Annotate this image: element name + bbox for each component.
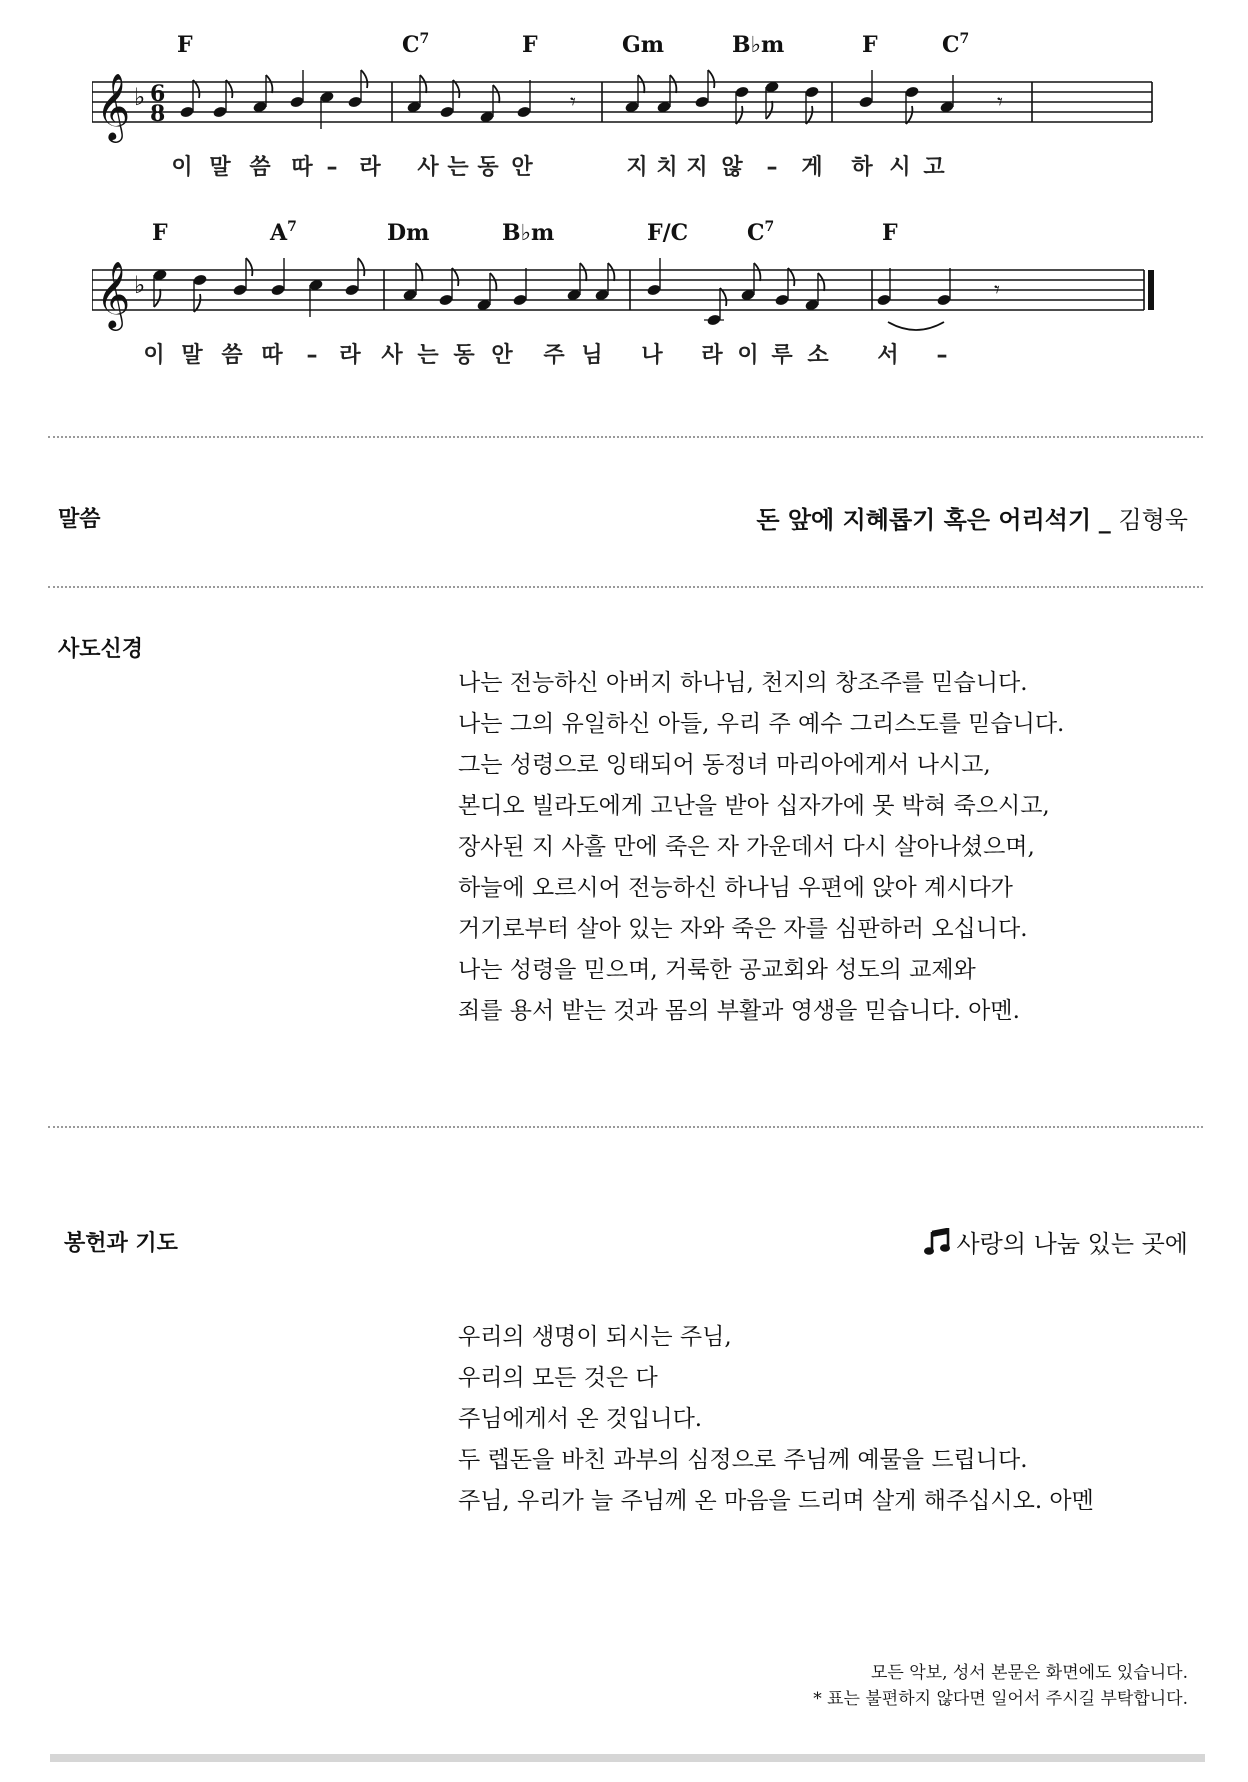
lyric-syllable: 씀	[249, 155, 271, 180]
lyric-syllable: –	[306, 343, 318, 368]
chord-symbol: F	[862, 32, 878, 58]
note-flag	[493, 85, 499, 103]
creed-line: 장사된 지 사흘 만에 죽은 자 가운데서 다시 살아나셨으며,	[458, 834, 1035, 860]
footer-notes	[813, 1660, 1188, 1712]
lyric-syllable: 동	[453, 343, 475, 368]
note-flag	[246, 258, 252, 276]
note-flag	[670, 75, 676, 93]
chord-symbol: F	[177, 32, 193, 58]
time-signature-top: 6	[150, 81, 166, 107]
lyric-syllable: 동	[477, 155, 499, 180]
hymn-title: 사랑의 나눔 있는 곳에	[956, 1230, 1188, 1258]
chord-symbol: F	[152, 220, 168, 246]
note-flag	[361, 70, 367, 88]
lyric-syllable: 지	[626, 155, 648, 180]
lyric-syllable: –	[326, 155, 338, 180]
treble-clef-icon: 𝄞	[96, 260, 131, 328]
chord-superscript: 7	[287, 219, 297, 235]
chord-symbol: $C^7$	[942, 31, 970, 58]
note-flag	[580, 263, 586, 281]
note-flag	[720, 288, 726, 306]
note-flag	[766, 101, 772, 119]
prayer-line: 주님에게서 온 것입니다.	[458, 1406, 703, 1432]
lyric-syllable: 따	[291, 155, 313, 180]
sermon-separator: _	[1098, 506, 1111, 534]
lyric-syllable: 하	[851, 155, 873, 180]
music-staff-2	[92, 218, 1172, 393]
offering-prayer	[458, 1317, 1218, 1522]
lyric-syllable: 게	[801, 155, 823, 180]
flat-sign-icon: ♭	[134, 271, 146, 299]
final-bar-line	[1148, 270, 1154, 310]
note-flag	[358, 258, 364, 276]
lyric-syllable: 이	[171, 155, 193, 180]
eighth-rest-icon: 𝄾	[994, 278, 1000, 303]
note-flag	[194, 294, 200, 312]
chord-symbol: B♭m	[732, 32, 785, 58]
score-line-1	[92, 30, 1172, 205]
chord-symbol: $A^7$	[270, 219, 297, 246]
music-note-icon	[924, 1228, 950, 1256]
preacher-name: 김형욱	[1118, 506, 1188, 534]
chord-superscript: 7	[419, 31, 430, 47]
footer-note: 모든 악보, 성서 본문은 화면에도 있습니다.	[870, 1663, 1188, 1683]
flat-sign-icon: ♭	[134, 83, 146, 111]
lyric-syllable: 님	[581, 343, 603, 368]
creed-line: 그는 성령으로 잉태되어 동정녀 마리아에게서 나시고,	[458, 752, 991, 778]
lyric-syllable: 이	[737, 343, 759, 368]
lyric-syllable: 루	[771, 343, 793, 368]
lyric-syllable: 고	[923, 155, 945, 180]
lyric-syllable: 사	[381, 343, 403, 368]
lyric-syllable: 않	[721, 155, 743, 180]
lyric-syllable: 치	[656, 155, 678, 180]
divider	[48, 436, 1203, 438]
footer-note: * 표는 불편하지 않다면 일어서 주시길 부탁합니다.	[813, 1689, 1188, 1709]
divider	[48, 1126, 1203, 1128]
chord-superscript: 7	[764, 219, 775, 235]
lyric-syllable: 라	[701, 343, 723, 368]
lyric-syllable: 안	[491, 343, 513, 368]
lyric-syllable: 말	[181, 343, 203, 368]
creed-text	[458, 663, 1218, 1032]
lyric-syllable: 말	[209, 155, 231, 180]
lyric-syllable: 라	[359, 155, 381, 180]
creed-line: 하늘에 오르시어 전능하신 하나님 우편에 앉아 계시다가	[458, 875, 1013, 901]
lyric-syllable: 사	[417, 155, 439, 180]
creed-line: 나는 성령을 믿으며, 거룩한 공교회와 성도의 교제와	[458, 957, 976, 983]
note-flag	[818, 273, 824, 291]
prayer-line: 우리의 생명이 되시는 주님,	[458, 1324, 732, 1350]
prayer-line: 주님, 우리가 늘 주님께 온 마음을 드리며 살게 해주십시오. 아멘	[458, 1488, 1094, 1514]
prayer-line: 우리의 모든 것은 다	[458, 1365, 658, 1391]
sermon-title: 돈 앞에 지혜롭기 혹은 어리석기	[756, 506, 1092, 534]
chord-symbol: Dm	[387, 220, 430, 246]
footer-bar	[50, 1754, 1205, 1762]
lyric-syllable: 시	[889, 155, 911, 180]
lyric-syllable: 는	[447, 155, 469, 180]
note-flag	[266, 75, 272, 93]
lyric-syllable: 나	[641, 343, 663, 368]
note-flag	[452, 268, 458, 286]
note-flag	[788, 268, 794, 286]
divider	[48, 586, 1203, 588]
lyric-syllable: 이	[143, 343, 165, 368]
lyric-syllable: 씀	[221, 343, 243, 368]
treble-clef-icon: 𝄞	[96, 72, 131, 140]
chord-symbol: Gm	[622, 32, 665, 58]
lyric-syllable: 라	[339, 343, 361, 368]
creed-line: 본디오 빌라도에게 고난을 받아 십자가에 못 박혀 죽으시고,	[458, 793, 1050, 819]
note-flag	[708, 70, 714, 88]
note-flag	[608, 263, 614, 281]
time-signature-bottom: 8	[150, 101, 166, 127]
section-title-creed: 사도신경	[58, 637, 144, 662]
lyric-syllable: 는	[417, 343, 439, 368]
note-flag	[416, 263, 422, 281]
lyric-syllable: 소	[807, 343, 829, 368]
note-flag	[420, 75, 426, 93]
section-title-word: 말씀	[58, 507, 101, 532]
lyric-syllable: 지	[686, 155, 708, 180]
lyric-syllable: 주	[543, 343, 565, 368]
chord-superscript: 7	[959, 31, 970, 47]
lyric-syllable: 서	[877, 343, 899, 368]
creed-line: 거기로부터 살아 있는 자와 죽은 자를 심판하러 오십니다.	[458, 916, 1028, 942]
section-title-offering: 봉헌과 기도	[64, 1231, 178, 1256]
hymn-info	[924, 1224, 1188, 1259]
note-flag	[638, 75, 644, 93]
chord-symbol: F	[882, 220, 898, 246]
chord-symbol: F	[522, 32, 538, 58]
music-staff-1	[92, 30, 1172, 205]
sermon-info	[756, 500, 1188, 535]
eighth-rest-icon: 𝄾	[570, 90, 576, 115]
lyric-syllable: 따	[261, 343, 283, 368]
creed-line: 죄를 용서 받는 것과 몸의 부활과 영생을 믿습니다. 아멘.	[458, 998, 1020, 1024]
lyric-syllable: –	[936, 343, 948, 368]
eighth-rest-icon: 𝄾	[997, 90, 1003, 115]
chord-symbol: B♭m	[502, 220, 555, 246]
chord-symbol: $C^7$	[747, 219, 775, 246]
note-flag	[154, 289, 160, 307]
lyric-syllable: –	[766, 155, 778, 180]
creed-line: 나는 전능하신 아버지 하나님, 천지의 창조주를 믿습니다.	[458, 670, 1028, 696]
note-flag	[490, 273, 496, 291]
chord-symbol: F/C	[647, 220, 689, 246]
note-flag	[754, 263, 760, 281]
creed-line: 나는 그의 유일하신 아들, 우리 주 예수 그리스도를 믿습니다.	[458, 711, 1065, 737]
chord-symbol: $C^7$	[402, 31, 430, 58]
lyric-syllable: 안	[511, 155, 533, 180]
tie-arc	[888, 322, 944, 330]
prayer-line: 두 렙돈을 바친 과부의 심정으로 주님께 예물을 드립니다.	[458, 1447, 1028, 1473]
score-line-2	[92, 218, 1172, 393]
